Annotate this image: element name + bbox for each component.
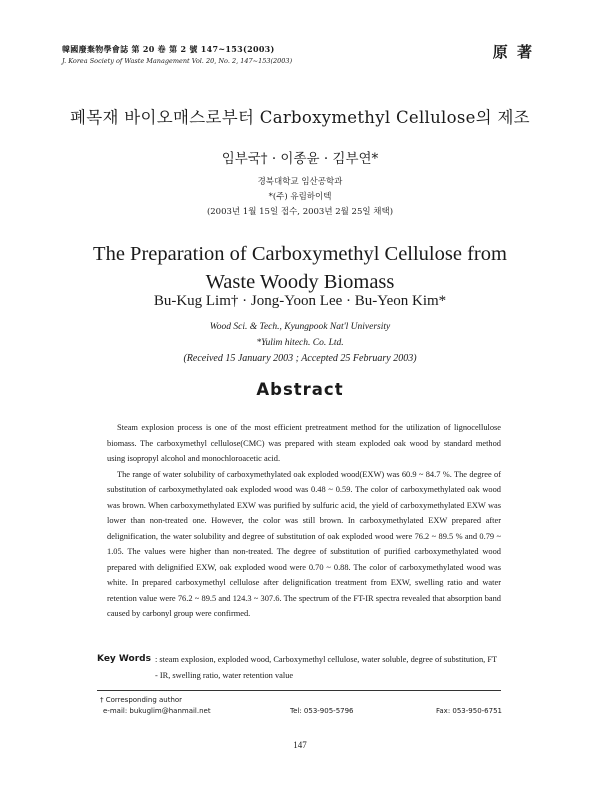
- title-english-line-2: Waste Woody Biomass: [205, 271, 395, 293]
- title-english: [0, 240, 600, 296]
- abstract-paragraph-2: The range of water solubility of carboxymethylated oak exploded wood(EXW) was 60.9 ~ 84.7 %. The degree of substitution of carboxymethylated oak exploded wood was 0.48 ~ 0.59. The color of carboxymethylated oak wood was brown. When carboxymethylated EXW was purified by sulfuric acid, the yield of carboxymethylated EXW was lower than non-treated one. However, the color was still brown. In carboxymethylated EXW prepared after delignification, the water solubility and degree of substitution of oak exploded wood were 76.2 ~ 89.5 % and 0.79 ~ 1.05. The values were higher than non-treated. The degree of substitution of purified carboxymethylated wood prepared with delignified EXW, oak exploded wood were 0.70 ~ 0.88. The color of carboxymethylated wood was white. In prepared carboxymethyl cellulose after delignification treatment from EXW, swelling ratio and water retention value were 76.2 ~ 89.5 and 124.3 ~ 307.6. The spectrum of the FT-IR spectra revealed that absorption band caused by carbonyl group were confirmed.: [107, 469, 501, 618]
- abstract-body: [107, 420, 501, 622]
- corresponding-author-note: † Corresponding author: [100, 696, 183, 704]
- keywords: [97, 652, 501, 683]
- affiliation-english-2: *Yulim hitech. Co. Ltd.: [256, 337, 344, 348]
- authors-korean: 임부국† · 이종윤 · 김부연*: [221, 151, 379, 167]
- title-korean: 폐목재 바이오매스로부터 Carboxymethyl Cellulose의 제조: [70, 108, 530, 127]
- page-number: 147: [293, 740, 307, 750]
- abstract-paragraph-1: Steam explosion process is one of the most efficient pretreatment method for the utilization of lignocellulose biomass. The carboxymethyl cellulose(CMC) was prepared with steam exploded oak wood by standard method using isopropyl alcohol and monochloroacetic acid.: [107, 423, 501, 463]
- abstract-heading: Abstract: [256, 380, 344, 399]
- title-english-line-1: The Preparation of Carboxymethyl Cellulose from: [93, 243, 507, 265]
- dates-english: (Received 15 January 2003 ; Accepted 25 February 2003): [183, 353, 417, 364]
- author-email: e-mail: bukuglim@hanmail.net: [103, 707, 211, 715]
- authors-english: Bu-Kug Lim† · Jong-Yoon Lee · Bu-Yeon Kim*: [153, 293, 447, 309]
- affiliation-korean-1: 경북대학교 임산공학과: [257, 177, 343, 187]
- affiliation-english-1: Wood Sci. & Tech., Kyungpook Nat'l University: [209, 322, 391, 332]
- journal-citation-korean: 韓國廢棄物學會誌 第 20 卷 第 2 號 147~153(2003): [62, 44, 275, 54]
- footnote-divider: [97, 690, 501, 691]
- affiliation-korean-2: *(주) 유림하이텍: [268, 192, 332, 202]
- affiliations-english: [0, 320, 600, 367]
- author-telephone: Tel: 053-905-5796: [290, 707, 354, 715]
- keywords-label: Key Words: [97, 654, 151, 664]
- article-type-label: 原 著: [492, 43, 534, 61]
- author-fax: Fax: 053-950-6751: [436, 707, 502, 715]
- journal-citation-english: J. Korea Society of Waste Management Vol. 20, No. 2, 147~153(2003): [62, 57, 293, 65]
- keywords-text: : steam explosion, exploded wood, Carboxymethyl cellulose, water soluble, degree of substitution, FT - IR, swelling ratio, water retention value: [154, 655, 497, 680]
- dates-korean: (2003년 1월 15일 접수, 2003년 2월 25일 채택): [206, 207, 394, 217]
